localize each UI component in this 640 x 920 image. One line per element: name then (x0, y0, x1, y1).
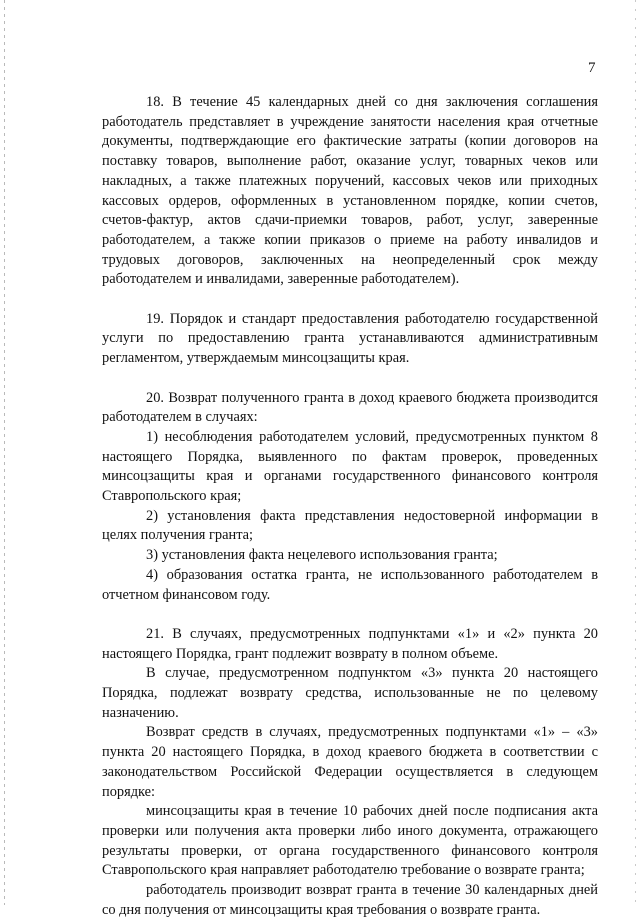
paragraph-21-part-3: Возврат средств в случаях, предусмотренных подпунктами «1» – «3» пункта 20 настоящего Порядка, в доход краевого бюджета в соответствии с законодательством Российской Федерации осуществляется в следующем порядке: (102, 724, 598, 800)
paragraph-18: 18. В течение 45 календарных дней со дня заключения соглашения работодатель представляет в учреждение занятости населения края отчетные документы, подтверждающие его фактические затраты (копии договоров на поставку товаров, выполнение работ, оказание услуг, товарных чеков или накладных, а также платежных поручений, кассовых чеков или приходных кассовых ордеров, оформленных в установленном порядке, копии счетов, счетов-фактур, актов сдачи-приемки товаров, работ, услуг, заверенные работодателем, а также копии приказов о приеме на работу инвалидов и трудовых договоров, заключенных на неопределенный срок между работодателем и инвалидами, заверенные работодателем). (102, 94, 598, 288)
document-body (102, 93, 598, 920)
paragraph-19: 19. Порядок и стандарт предоставления работодателю государственной услуги по предоставлению гранта устанавливаются административным регламентом, утверждаемым минсоцзащиты края. (102, 310, 598, 367)
paragraph-21: 21. В случаях, предусмотренных подпунктами «1» и «2» пункта 20 настоящего Порядка, грант подлежит возврату в полном объеме. (102, 625, 598, 662)
paragraph-20-item-1: 1) несоблюдения работодателем условий, предусмотренных пунктом 8 настоящего Порядка, выявленного по фактам проверок, проведенных минсоцзащиты края и органами государственного финансового контроля Ставропольского края; (102, 428, 598, 505)
scan-edge-right (635, 0, 636, 905)
paragraph-21-part-2: В случае, предусмотренном подпунктом «3» пункта 20 настоящего Порядка, подлежат возврату средства, использованные не по целевому назначению. (102, 665, 598, 721)
paragraph-20-item-3: 3) установления факта нецелевого использования гранта; (146, 547, 498, 564)
scan-edge-left (4, 0, 5, 905)
page-number: 7 (588, 60, 596, 76)
paragraph-20-item-2: 2) установления факта представления недостоверной информации в целях получения гранта; (102, 507, 598, 544)
paragraph-21-step-1: минсоцзащиты края в течение 10 рабочих дней после подписания акта проверки или получения акта проверки либо иного документа, отражающего результаты проверки, от органа государственного финансового контроля Ставропольского края направляет работодателю требование о возврате гранта; (102, 803, 598, 879)
paragraph-20: 20. Возврат полученного гранта в доход краевого бюджета производится работодателем в случаях: (102, 389, 598, 426)
paragraph-21-step-2: работодатель производит возврат гранта в течение 30 календарных дней со дня получения от минсоцзащиты края требования о возврате гранта. (102, 882, 598, 918)
paragraph-20-item-4: 4) образования остатка гранта, не использованного работодателем в отчетном финансовом году. (102, 566, 598, 603)
